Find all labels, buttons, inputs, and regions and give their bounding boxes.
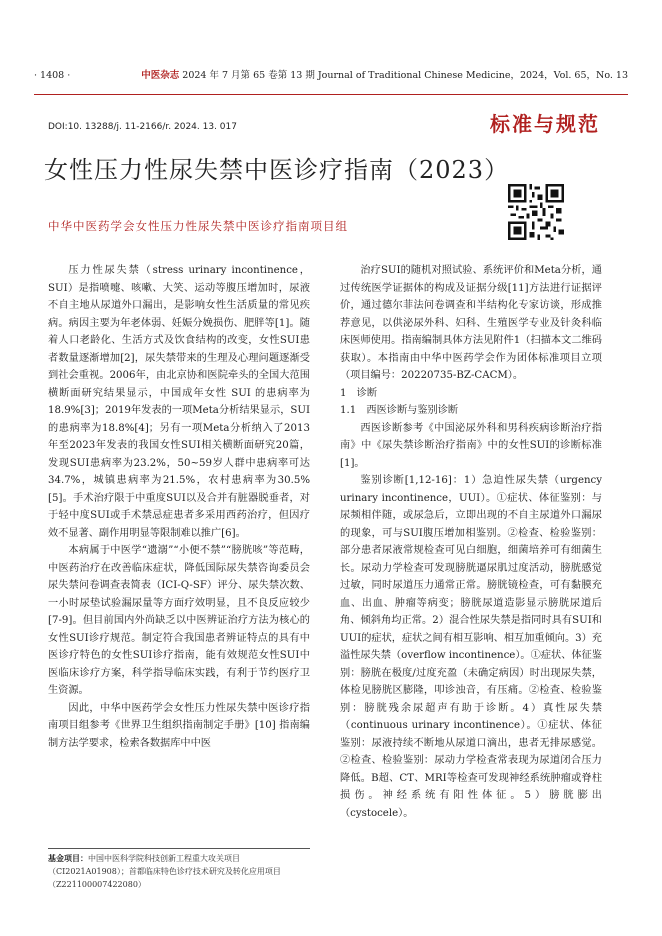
body-paragraph: 治疗SUI的随机对照试验、系统评价和Meta分析，通过传统医学证据体的构成及证据分级[11]方法进行证据评价，通过德尔菲法问卷调查和半结构化专家访谈，形成推荐意见，以供泌尿外科、妇科、生殖医学专业及针灸科临床医师使用。指南编制具体方法见附件1（扫描本文二维码获取）。本指南由中华中医药学会作为团体标准项目立项（项目编号：20220735-BZ-CACM）。	[340, 265, 602, 381]
body-paragraph: 因此，中华中医药学会女性压力性尿失禁中医诊疗指南项目组参考《世界卫生组织指南制定手册》[10] 指南编制方法学要求，检索各数据库中中医	[48, 702, 310, 749]
qr-code	[508, 184, 564, 240]
journal-info	[141, 68, 628, 84]
body-paragraph: 本病属于中医学“遗溺”“小便不禁”“膀胱咳”等范畴，中医药治疗在改善临床症状，降低国际尿失禁咨询委员会尿失禁问卷调查表简表（ICI-Q-SF）评分、尿失禁次数、一小时尿垫试验漏尿量等方面疗效明显，且不良反应较少[7-9]。但目前国内外尚缺乏以中医辨证治疗方法为核心的女性SUI诊疗规范。制定符合我国患者辨证特点的具有中医诊疗特色的女性SUI诊疗指南，能有效规范女性SUI中医临床诊疗方案，科学指导临床实践，有利于节约医疗卫生资源。	[48, 545, 310, 696]
article-title: 女性压力性尿失禁中医诊疗指南（2023）	[44, 156, 510, 184]
body-paragraph: 压力性尿失禁（stress urinary incontinence，SUI）是指喷嚏、咳嗽、大笑、运动等腹压增加时，尿液不自主地从尿道外口漏出，是影响女性生活质量的常见疾病。病因主要为年老体弱、妊娠分娩损伤、肥胖等[1]。随着人口老龄化、生活方式及饮食结构的改变，女性SUI患者数量逐渐增加[2]，尿失禁带来的生理及心理问题逐渐受到社会重视。2006年，由北京协和医院牵头的全国大范围横断面研究结果显示，中国成年女性 SUI 的患病率为 18.9%[3]；2019年发表的一项Meta分析结果显示，SUI的患病率为18.8%[4]；另有一项Meta分析纳入了2013年至2023年发表的我国女性SUI相关横断面研究20篇，发现SUI患病率为23.2%，50~59岁人群中患病率可达34.7%，城镇患病率为21.5%，农村患病率为30.5%[5]。手术治疗限于中重度SUI以及合并有脏器脱垂者，对于轻中度SUI或手术禁忌症患者多采用西药治疗，但因疗效不显著、副作用明显等限制难以推广[6]。	[48, 265, 310, 539]
section-label: 标准与规范	[490, 112, 600, 136]
right-column	[340, 262, 602, 822]
footnote-text: 中国中医科学院科技创新工程重大攻关项目（CI2021A01908）；首都临床特色诊疗技术研究及转化应用项目（Z221100007422080）	[48, 854, 281, 889]
footnote-rule	[48, 848, 310, 849]
journal-issue: 2024 年 7 月第 65 卷第 13 期 Journal of Traditional Chinese Medicine，2024，Vol. 65，No. 13	[182, 70, 628, 81]
page-number: · 1408 ·	[34, 70, 71, 81]
heading-diagnosis: 1 诊断	[340, 387, 378, 399]
body-paragraph: 西医诊断参考《中国泌尿外科和男科疾病诊断治疗指南》中《尿失禁诊断治疗指南》中的女性SUI的诊断标准[1]。	[340, 422, 602, 469]
body-paragraph: 鉴别诊断[1,12-16]：1）急迫性尿失禁（urgency urinary incontinence，UUI）。①症状、体征鉴别：与尿频相伴随，或尿急后，立即出现的不自主尿道外口漏尿的现象，可与SUI腹压增加相鉴别。②检查、检验鉴别：部分患者尿液常规检查可见白细胞，细菌培养可有细菌生长。尿动力学检查可发现膀胱逼尿肌过度活动，膀胱感觉过敏，同时尿道压力通常正常。膀胱镜检查，可有黏膜充血、出血、肿瘤等病变；膀胱尿道造影显示膀胱尿道后角、倾斜角均正常。2）混合性尿失禁是指同时具有SUI和UUI的症状，症状之间有相互影响、相互加重倾向。3）充溢性尿失禁（overflow incontinence）。①症状、体征鉴别：膀胱在极度/过度充盈（未确定病因）时出现尿失禁，体检见膀胱区膨隆，叩诊浊音，有压痛。②检查、检验鉴别：膀胱残余尿超声有助于诊断。4）真性尿失禁（continuous urinary incontinence）。①症状、体征鉴别：尿液持续不断地从尿道口滴出，患者无排尿感觉。②检查、检验鉴别：尿动力学检查常表现为尿道闭合压力降低。B超、CT、MRI等检查可发现神经系统肿瘤或脊柱损伤。神经系统有阳性体征。5）膀胱膨出（cystocele）。	[340, 475, 602, 819]
left-column	[48, 262, 310, 752]
heading-western-diagnosis: 1.1 西医诊断与鉴别诊断	[340, 405, 459, 416]
doi: DOI:10. 13288/j. 11-2166/r. 2024. 13. 017	[48, 122, 237, 132]
journal-name: 中医杂志	[141, 70, 180, 81]
running-header	[0, 68, 662, 84]
header-rule	[34, 94, 628, 95]
footnote-label: 基金项目：	[48, 853, 88, 863]
funding-footnote	[48, 852, 310, 891]
author-group: 中华中医药学会女性压力性尿失禁中医诊疗指南项目组	[48, 219, 348, 233]
